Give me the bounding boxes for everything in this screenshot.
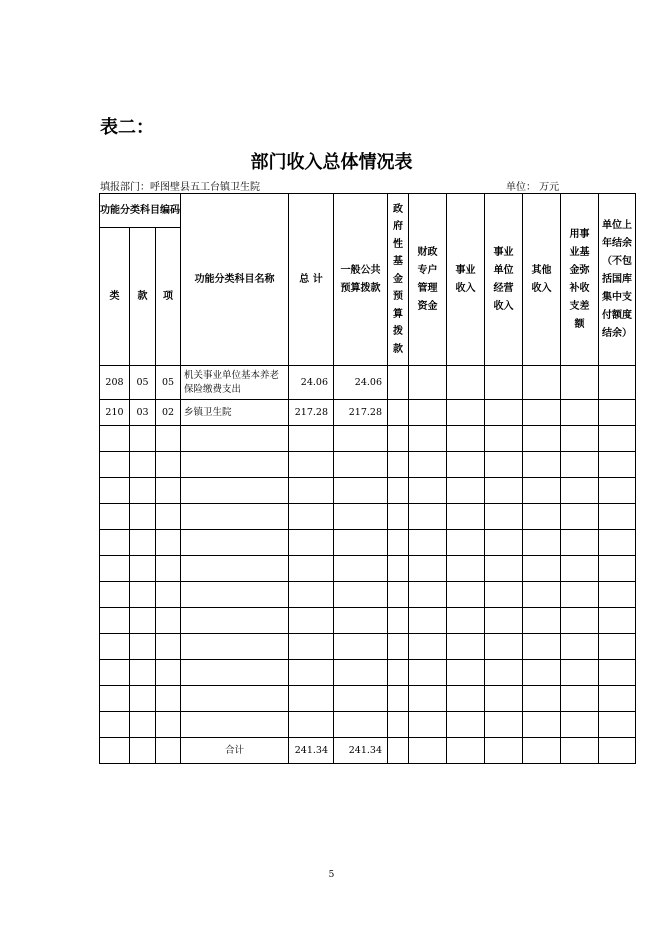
carryover-header: 单位上年结余（不包括国库集中支付额度结余） bbox=[599, 194, 636, 366]
xiang-header: 项 bbox=[156, 228, 181, 366]
empty-row bbox=[100, 504, 636, 530]
cell-general: 217.28 bbox=[334, 400, 388, 426]
page-title: 部门收入总体情况表 bbox=[250, 152, 413, 173]
sum-general: 241.34 bbox=[334, 738, 388, 764]
section-label: 表二： bbox=[100, 117, 154, 138]
cell-xiang: 02 bbox=[156, 400, 181, 426]
sum-total: 241.34 bbox=[289, 738, 334, 764]
cell-total: 217.28 bbox=[289, 400, 334, 426]
unit-label: 单位： 万元 bbox=[506, 182, 560, 193]
general-budget-header: 一般公共预算拨款 bbox=[334, 194, 388, 366]
gov-fund-header: 政府性基金预算拨款 bbox=[388, 194, 409, 366]
lei-header: 类 bbox=[100, 228, 130, 366]
empty-row bbox=[100, 530, 636, 556]
income-table bbox=[99, 193, 636, 764]
name-header: 功能分类科目名称 bbox=[181, 194, 289, 366]
other-income-header: 其他收入 bbox=[523, 194, 561, 366]
empty-row bbox=[100, 608, 636, 634]
code-group-header: 功能分类科目编码 bbox=[100, 194, 181, 228]
empty-row bbox=[100, 452, 636, 478]
sum-label: 合计 bbox=[181, 738, 289, 764]
cell-name: 机关事业单位基本养老保险缴费支出 bbox=[181, 366, 289, 400]
business-income-header: 事业收入 bbox=[447, 194, 485, 366]
empty-row bbox=[100, 686, 636, 712]
cell-total: 24.06 bbox=[289, 366, 334, 400]
reserve-fund-header: 用事业基金弥补收支差额 bbox=[561, 194, 599, 366]
kuan-header: 款 bbox=[130, 228, 156, 366]
fill-department: 填报部门：呼图壁县五工台镇卫生院 bbox=[100, 182, 260, 193]
operating-income-header: 事业单位经营收入 bbox=[485, 194, 523, 366]
special-fund-header: 财政专户管理资金 bbox=[409, 194, 447, 366]
sum-row bbox=[100, 738, 636, 764]
cell-general: 24.06 bbox=[334, 366, 388, 400]
empty-row bbox=[100, 660, 636, 686]
cell-xiang: 05 bbox=[156, 366, 181, 400]
total-header: 总 计 bbox=[289, 194, 334, 366]
cell-lei: 208 bbox=[100, 366, 130, 400]
empty-row bbox=[100, 478, 636, 504]
empty-row bbox=[100, 582, 636, 608]
page-number: 5 bbox=[328, 870, 335, 880]
cell-kuan: 03 bbox=[130, 400, 156, 426]
empty-row bbox=[100, 426, 636, 452]
cell-kuan: 05 bbox=[130, 366, 156, 400]
empty-row bbox=[100, 556, 636, 582]
cell-name: 乡镇卫生院 bbox=[181, 400, 289, 426]
cell-lei: 210 bbox=[100, 400, 130, 426]
empty-row bbox=[100, 712, 636, 738]
empty-row bbox=[100, 634, 636, 660]
